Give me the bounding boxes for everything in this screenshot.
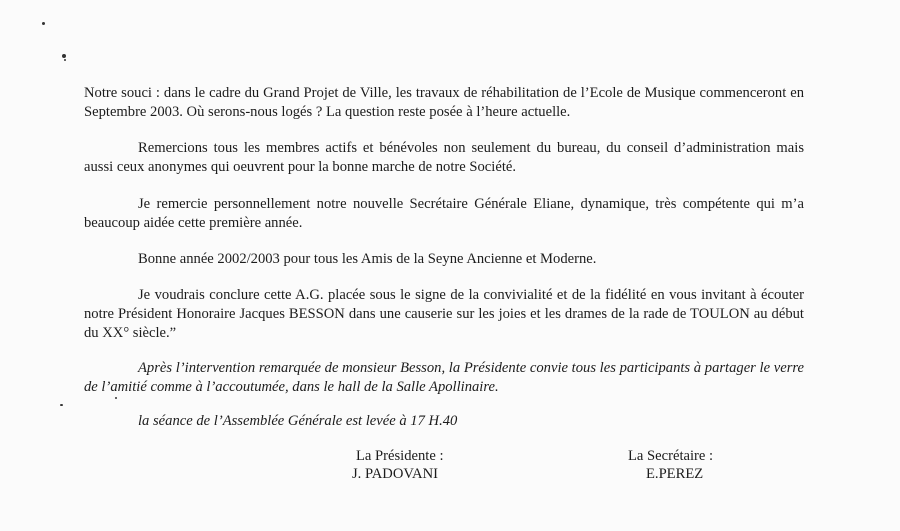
scan-speck — [115, 397, 117, 399]
scan-speck — [62, 54, 66, 58]
paragraph-grand-projet: Notre souci : dans le cadre du Grand Projet de Ville, les travaux de réhabilitation de l’Ecole de Musique commenceront en Septembre 2003. Où serons-nous logés ? La question reste posée à l’heure actuelle. — [84, 85, 804, 120]
scan-speck — [42, 22, 45, 25]
paragraph-secretaire: Je remercie personnellement notre nouvelle Secrétaire Générale Eliane, dynamique, très compétente qui m’a beaucoup aidée cette première année. — [84, 196, 804, 231]
presidente-label: La Présidente : — [356, 448, 444, 464]
paragraph-seance-levee: la séance de l’Assemblée Générale est levée à 17 H.40 — [138, 413, 458, 429]
scan-speck — [64, 59, 66, 61]
secretaire-name: E.PEREZ — [646, 466, 704, 482]
paragraph-remerciements: Remercions tous les membres actifs et bénévoles non seulement du bureau, du conseil d’administration mais aussi ceux anonymes qui oeuvrent pour la bonne marche de notre Société. — [84, 140, 804, 175]
scan-speck — [60, 404, 63, 406]
paragraph-conclusion: Je voudrais conclure cette A.G. placée sous le signe de la convivialité et de la fidélité en vous invitant à écouter notre Président Honoraire Jacques BESSON dans une causerie sur les joies et les drames de la rade de TOULON au début du XX° siècle.” — [84, 287, 804, 341]
presidente-name: J. PADOVANI — [352, 466, 438, 482]
secretaire-label: La Secrétaire : — [628, 448, 714, 464]
paragraph-intervention: Après l’intervention remarquée de monsieur Besson, la Présidente convie tous les participants à partager le verre de l’amitié comme à l’accoutumée, dans le hall de la Salle Apollinaire. — [84, 360, 804, 395]
paragraph-bonne-annee: Bonne année 2002/2003 pour tous les Amis de la Seyne Ancienne et Moderne. — [138, 251, 597, 267]
